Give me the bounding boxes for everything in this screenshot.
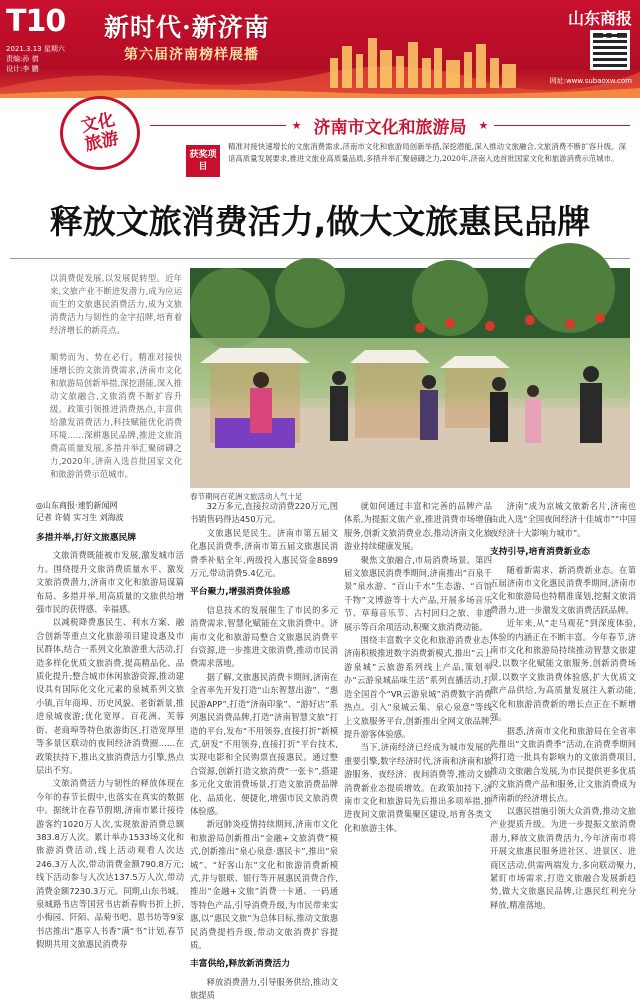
award-tag: 获奖项目 <box>186 145 220 177</box>
paragraph: 文旅消费活力与韧性的释放体现在今年的春节长假中,也落实在真实的数据中。据统计在春节假期,济南市累计接待游客约1020万人次,实现旅游消费总额383.8万人次。累计举办1533场文化和旅游消费活动,线上活动观看人次达246.3万人次,带动消费金额790.8万元;线下活动参与人次达137.5万人次,带动消费金额7230.3万元。同期,山东书城、泉城路书店等国营书店新春购书折上折,小梅园、阡陌、品菊书吧、恩书坊等9家书店推出“惠享人书香”满“书”计划,春节假期共用文旅惠民消费券 <box>36 778 184 950</box>
designer-credit: 设计:李 鹏 <box>6 65 39 73</box>
byline: ◎山东商报·速豹新闻网 记者 许倩 实习生 刘海波 <box>36 501 124 522</box>
badge-label: 文化旅游 <box>79 109 121 156</box>
page-number: T10 <box>6 4 66 39</box>
paragraph: 新冠肺炎疫情持续期间,济南市文化和旅游局创新推出“金融+文旅消费”模式,创新推出“泉心泉意·惠民卡”,推出“泉城”、“好客山东”文化和旅游消费新模式,并与银联、银行等开展惠民消费合作,推出“金融+文旅”消费一卡通、一码通等特色产品,引导消费升级,为市民带来实惠,以“惠民文旅”为总体目标,推动文旅惠民消费提档升级,带动文旅消费扩容提质。 <box>190 819 338 950</box>
department-bar <box>150 114 630 136</box>
newspaper-logo: 山东商报 <box>567 9 632 28</box>
city-skyline-illustration <box>0 28 640 98</box>
paragraph: 32万多元,直接拉动消费220万元,图书销售码得达450万元。 <box>190 501 338 525</box>
series-subtitle: 第六届济南榜样展播 <box>124 47 259 63</box>
culture-tourism-badge <box>60 96 140 170</box>
department-name: 济南市文化和旅游局 <box>313 117 467 138</box>
divider <box>494 125 630 126</box>
masthead <box>0 0 640 98</box>
section-title: 平台聚力,增强消费体验感 <box>190 587 291 598</box>
issue-meta <box>6 44 65 74</box>
paragraph: 就如何通过丰富和完善的品牌产品体系,为提振文旅产业,推进消费市场增值服务,创新文旅消费业态,推动济南文化旅游业持续健康发展。 <box>344 501 492 552</box>
website-url: 网址:www.subaoxw.com <box>549 77 632 85</box>
paragraph: 据了解,文旅惠民消费卡期间,济南在全省率先开发打造“山东智慧出游”、“惠民游APP”,打造“济南印象”、“游好店”系列惠民消费品牌,打造“济南智慧文旅”打造的平台,发布“不用领券,直接打折”新模式,研发“不用领券,直接打折”平台技术,实现电影和全民购票直接惠民。通过整合资源,创新打造文旅消费“一张卡”,搭建多元化文旅消费场景,打造文旅消费品牌化、品质化、便捷化,增强市民文旅消费体验感。 <box>190 671 338 816</box>
page-headline: 释放文旅消费活力,做大文旅惠民品牌 <box>49 202 591 241</box>
photo-caption: 春节期间百花洲文旅活动人气十足 <box>190 492 303 501</box>
festival-market-illustration <box>190 268 630 488</box>
paragraph: 当下,济南经济已经成为城市发展的重要引擎,数字经济时代,济南和济南和旅游服务、夜经济、夜间消费等,推动文旅消费新业态提质增效。在政策加持下,济南市文化和旅游局先后推出多项举措,推进夜间文旅消费集聚区建设,培育各类文化和旅游主体。 <box>344 742 492 833</box>
honor-summary: 精准对接快速增长的文旅消费需求,济南市文化和旅游局创新举措,深挖潜能,深入推动文旅融合,文旅消费不断扩容升级。深谙高质量发展要求,推进文旅业高质量品质,多措并举汇聚磅礴之力,2020年,济南入选首批国家文化和旅游消费示范城市。 <box>228 142 626 163</box>
festival-photo <box>190 268 630 488</box>
issue-date: 2021.3.13 星期六 <box>6 45 65 53</box>
paragraph: 聚焦文旅融合,市局消费场景。第四届文旅惠民消费季期间,济南推出“百泉千景”泉水游、“百山千水”生态游、“百馆千物”文博游等十大产品,开展多场音乐节、草莓音乐节、古村回归之旅、非遗展示等百余项活动,积聚文旅消费动能。 <box>344 554 492 632</box>
article-column-2 <box>190 500 338 1001</box>
paragraph: 围绕丰富数字文化和旅游消费业态,济南积极推进数字消费新模式,推出“云上游泉城”云旅游系列线上产品,策划举办“云游泉城品味生活”系列直播活动,打造全国首个“VR云游泉城”消费数字消费热点。引入“泉城云集、泉心泉意”等线上文旅服务平台,创新推出全网文旅品牌,提升游客体验感。 <box>344 635 492 739</box>
section-title: 多措并举,打好文旅惠民牌 <box>36 533 137 543</box>
section-title: 支持引导,培育消费新业态 <box>490 547 591 558</box>
paragraph: 近年来,从“走马观花”到深度体验,体验的内涵正在不断丰富。今年春节,济南市文化和旅游局持续推动智慧文旅建设,以数字化赋能文旅服务,创新消费场景,以数字文旅消费体验感,扩大优质文旅产品供给,为高质量发展注入新动能,文化和旅游消费新的增长点正在不断增强。 <box>490 618 636 723</box>
editor-credit: 责编:孙 倩 <box>6 55 39 63</box>
paragraph: 释放消费潜力,引导服务供给,推动文旅提质 <box>190 976 338 1001</box>
article-column-4 <box>490 500 636 986</box>
paragraph: 随着新需求、新消费新业态。在第五届济南市文化惠民消费季期间,济南市文化和旅游局也特精准谋划,挖掘文旅消费潜力,进一步激发文旅消费活跃品牌。 <box>490 564 636 615</box>
paragraph: 文旅消费既能被市发展,激发城市活力。围绕提升文旅消费质量水平、激发文旅消费潜力,济南市文化和旅游局谋篇布局、多措并举,用高质量的文旅供给增强市民的获得感、幸福感。 <box>36 550 184 615</box>
star-icon: ★ <box>478 118 489 132</box>
article-column-3 <box>344 500 492 986</box>
paragraph: 信息技术的发展催生了市民的多元消费需求,智慧化赋能在文旅消费中。济南市文化和旅游局整合文旅惠民消费平台资源,进一步推进文旅消费,推动市民消费需求落地。 <box>190 604 338 669</box>
paragraph: 据悉,济南市文化和旅游局在全省率先推出“文旅消费季”活动,在消费季期间将打造一批具有影响力的文旅消费项目,推动文旅融合发展,为市民提供更多优质的文旅消费产品和服务,让文旅消费成为济南新的经济增长点。 <box>490 725 636 803</box>
article-column-1 <box>36 500 184 986</box>
paragraph: 以减税降费惠民生、利水方案、融合创新等重点文化旅游项目建设惠及市民群体,结合一系列文化旅游重大活动,打造多样化优质文旅消费,提高精品化、品质化提升;整合城市休闲旅游资源,推动建设具有国际化文化元素的泉城系列文旅小镇,百年商埠、历史风貌、老街新景,推进泉城夜游;优化宽厚、百花洲、芙蓉街、老商埠等特色旅游街区,打造宽厚里等多景区联动的夜间经济消费圈……在政策扶持下,推出文旅消费活力引擎,热点层出不穷。 <box>36 617 184 775</box>
paragraph: 济南”成为京城文旅新名片,济南也由此入选“全国夜间经济十佳城市”“中国夜经济十大影响力城市”。 <box>490 501 636 538</box>
qr-code-icon <box>590 30 630 70</box>
star-icon: ★ <box>291 118 302 132</box>
paragraph: 文旅惠民是民生。济南市第五届文化惠民消费季,济南市第五届文旅惠民消费季补贴全年,两级投入惠民资金8899万元,带动消费5.4亿元。 <box>190 527 338 579</box>
paragraph: 以惠民措施引领大众消费,推动文旅产业提质升级。为进一步提振文旅消费潜力,释放文旅消费活力,今年济南市将开展文旅惠民服务进社区、进景区、进商区活动,供需两端发力,多向联动聚力,紧盯市场需求,打造文旅融合发展新趋势,做大文旅惠民品牌,让惠民红利充分释放,精准落地。 <box>490 805 636 910</box>
series-title: 新时代·新济南 <box>104 13 270 42</box>
section-title: 丰富供给,释放新消费活力 <box>190 959 291 970</box>
divider <box>150 125 286 126</box>
lead-paragraph: 以消费促发展,以发展促转型。近年来,文旅产业不断进发潜力,成为应运而生的文旅惠民消费活力,成为文旅消费活力与韧性的金字招牌,培育着经济增长的新亮点。 顺势而为、势在必行。精准对接快速增长的文旅消费需求,济南市文化和旅游局创新举措,深挖潜能,深入推动文旅融合,文旅消费不断扩容升级。政策引领推进消费热点,丰富供给激发消费活力,科技赋能优化消费环境……深耕惠民品牌,推进文旅消费高质量发展,多措并举汇聚磅礴之力,2020年,济南入选首批国家文化和旅游消费示范城市。 <box>50 273 182 480</box>
